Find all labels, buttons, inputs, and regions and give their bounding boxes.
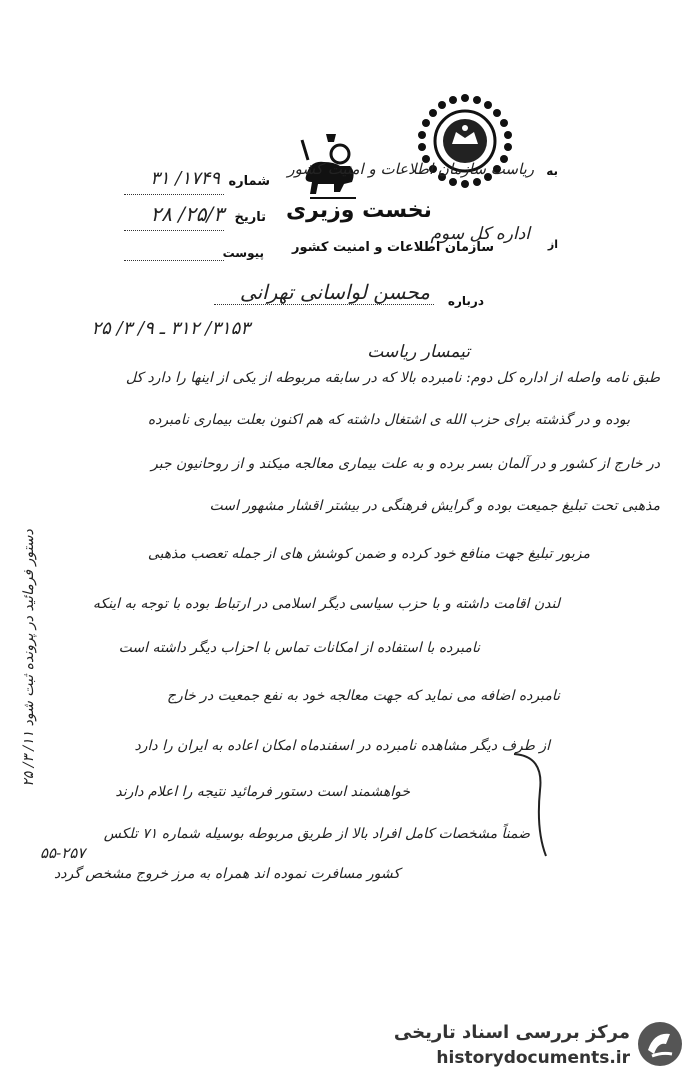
body-line: بوده و در گذشته برای حزب الله ی اشتغال داشته که هم اکنون بعلت بیماری نامبرده — [147, 412, 630, 428]
body-line: خواهشمند است دستور فرمائید نتیجه را اعلام دارند — [115, 784, 410, 800]
to-label: به — [546, 164, 558, 178]
body-line: نامبرده اضافه می نماید که جهت معالجه خود به نفع جمعیت در خارج — [167, 688, 560, 704]
history-documents-logo-icon — [636, 1020, 684, 1068]
salutation: تیمسار ریاست — [367, 342, 470, 362]
organization-name: سازمان اطلاعات و امنیت کشور — [292, 240, 495, 255]
to-value: ریاست سازمان اطلاعات و امنیت کشور — [287, 160, 534, 178]
watermark-title: مرکز بررسی اسناد تاریخی — [393, 1022, 630, 1043]
subject-value: محسن لواسانی تهرانی — [239, 280, 430, 304]
body-line: مزبور تبلیغ جهت منافع خود کرده و ضمن کوشش های از جمله تعصب مذهبی — [147, 546, 590, 562]
ministry-title: نخست وزیری — [286, 198, 432, 223]
date-value: ۲۵/۳/ ۲۸ — [150, 202, 224, 226]
footer-line: ضمناً مشخصات کامل افراد بالا از طریق مربوطه بوسیله شماره ۷۱ تلکس — [103, 826, 530, 842]
body-line: در خارج از کشور و در آلمان بسر برده و به علت بیماری معالجه میکند و از روحانیون جبر — [150, 456, 660, 472]
subject-underline — [214, 304, 434, 305]
watermark-url: historydocuments.ir — [436, 1048, 630, 1068]
footer-line: کشور مسافرت نموده اند همراه به مرز خروج مشخص گردد — [53, 866, 400, 882]
body-line: مذهبی تحت تبلیغ جمیعت بوده و گرایش فرهنگی در بیشتر اقشار مشهور است — [209, 498, 660, 514]
document-code: ۵۵-۲۵۷ — [40, 844, 86, 862]
watermark — [393, 1016, 690, 1076]
margin-note: دستور فرمائید در پرونده ثبت شود ۱۱/ ۳/ ۲۵ — [20, 529, 37, 787]
date-label: تاریخ — [234, 210, 266, 225]
to-row — [287, 160, 558, 184]
from-row — [372, 224, 558, 250]
attachment-underline — [124, 260, 224, 261]
body-line: طبق نامه واصله از اداره کل دوم: نامبرده بالا که در سابقه مربوطه از یکی از اینها را دارد کل — [125, 370, 660, 386]
attachment-label: پیوست — [222, 246, 264, 260]
body-line: نامبرده با استفاده از امکانات تماس با احزاب دیگر داشته است — [118, 640, 480, 656]
date-underline — [124, 230, 224, 231]
number-label: شماره — [228, 174, 270, 189]
body-line: از طرف دیگر مشاهده نامبرده در اسفندماه امکان اعاده به ایران را دارد — [134, 738, 550, 754]
body-line: لندن اقامت داشته و با حزب سیاسی دیگر اسلامی در ارتباط بوده با توجه به اینکه — [92, 596, 560, 612]
reference-line: ۳۱۵۳/ ۳۱۲ ـ ۹/ ۳/ ۲۵ — [91, 318, 250, 339]
subject-label: درباره — [447, 294, 484, 308]
number-value: ۱۷۴۹/ ۳۱ — [150, 168, 220, 189]
number-underline — [124, 194, 224, 195]
from-label: از — [547, 238, 558, 251]
bracket-mark — [510, 750, 550, 860]
from-value: اداره کل سوم — [430, 224, 530, 244]
